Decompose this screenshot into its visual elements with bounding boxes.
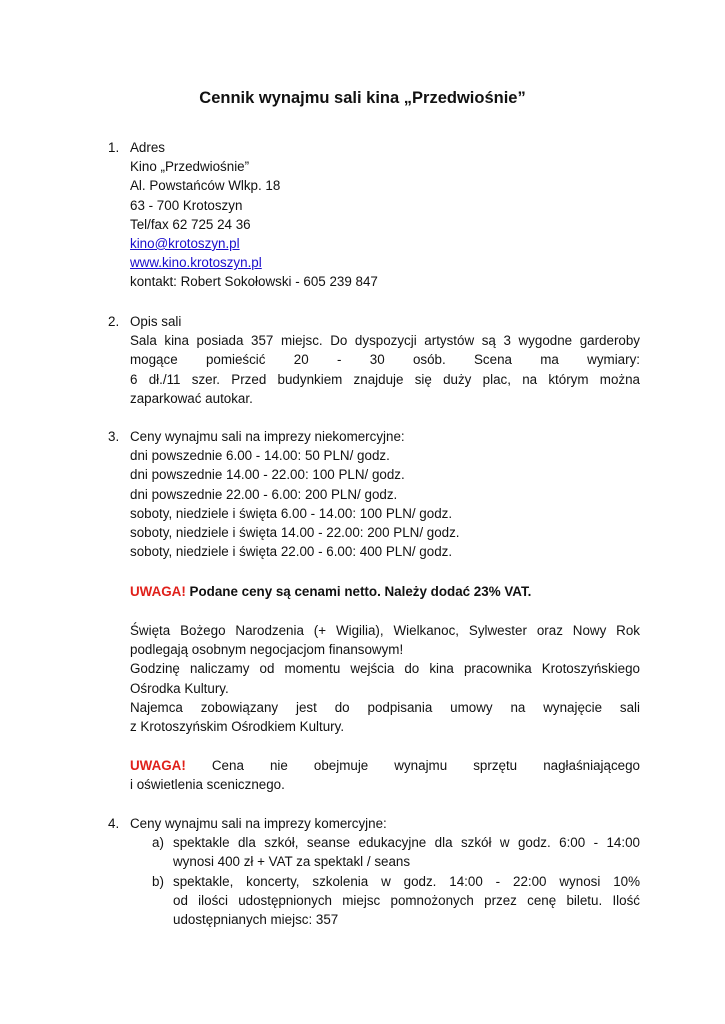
warning-text: Cena nie obejmuje wynajmu sprzętu nagłaśniającego bbox=[211, 758, 640, 773]
list-item-continuation: udostępnianych miejsc: 357 bbox=[173, 911, 339, 927]
section-number: 1. bbox=[108, 140, 120, 155]
equipment-warning-line: i oświetlenia scenicznego. bbox=[130, 777, 285, 793]
vat-warning bbox=[108, 582, 640, 601]
email-row bbox=[108, 234, 640, 253]
section-number: 4. bbox=[108, 816, 120, 831]
section-address bbox=[108, 138, 640, 292]
section-heading bbox=[108, 312, 640, 331]
address-line: Al. Powstańców Wlkp. 18 bbox=[130, 178, 281, 194]
price-item: dni powszednie 6.00 - 14.00: 50 PLN/ godz. bbox=[130, 448, 390, 464]
note-line: podlegają osobnym negocjacjom finansowym! bbox=[130, 642, 404, 658]
section-heading bbox=[108, 138, 640, 157]
contact-line: kontakt: Robert Sokołowski - 605 239 847 bbox=[130, 274, 378, 290]
description-line: zaparkować autokar. bbox=[130, 390, 253, 406]
list-item-a bbox=[108, 833, 640, 852]
section-commercial-prices bbox=[108, 814, 640, 929]
price-item: dni powszednie 22.00 - 6.00: 200 PLN/ godz. bbox=[130, 486, 398, 502]
list-item-text: spektakle, koncerty, szkolenia w godz. 14:00 - 22:00 wynosi 10% bbox=[173, 873, 640, 889]
list-item-text: spektakle dla szkół, seanse edukacyjne dla szkół w godz. 6:00 - 14:00 bbox=[173, 835, 640, 851]
phone-line: Tel/fax 62 725 24 36 bbox=[130, 216, 251, 232]
price-item: soboty, niedziele i święta 22.00 - 6.00: 400 PLN/ godz. bbox=[130, 544, 453, 560]
list-item-b bbox=[108, 872, 640, 891]
list-letter: b) bbox=[152, 873, 164, 889]
description-line: mogące pomieścić 20 - 30 osób. Scena ma wymiary: bbox=[130, 352, 640, 368]
description-line: Sala kina posiada 357 miejsc. Do dyspozycji artystów są 3 wygodne garderoby bbox=[130, 333, 640, 349]
equipment-warning bbox=[108, 756, 640, 794]
note-line: Ośrodka Kultury. bbox=[130, 680, 229, 696]
section-hall-description bbox=[108, 312, 640, 408]
list-letter: a) bbox=[152, 835, 164, 851]
description-line: 6 dł./11 szer. Przed budynkiem znajduje się duży plac, na którym można bbox=[130, 371, 640, 387]
section-number: 3. bbox=[108, 429, 120, 444]
section-noncommercial-prices bbox=[108, 427, 640, 561]
holiday-note bbox=[108, 621, 640, 736]
price-item: soboty, niedziele i święta 14.00 - 22.00: 200 PLN/ godz. bbox=[130, 524, 460, 540]
section-heading bbox=[108, 814, 640, 833]
section-heading bbox=[108, 427, 640, 446]
price-item: soboty, niedziele i święta 6.00 - 14.00: 100 PLN/ godz. bbox=[130, 505, 453, 521]
note-line: z Krotoszyńskim Ośrodkiem Kultury. bbox=[130, 718, 345, 734]
website-link[interactable]: www.kino.krotoszyn.pl bbox=[130, 255, 262, 271]
note-line: Najemca zobowiązany jest do podpisania umowy na wynajęcie sali bbox=[130, 699, 640, 715]
address-line: 63 - 700 Krotoszyn bbox=[130, 197, 243, 213]
email-link[interactable]: kino@krotoszyn.pl bbox=[130, 235, 240, 251]
section-title: Ceny wynajmu sali na imprezy komercyjne: bbox=[130, 816, 387, 831]
list-item-continuation: od ilości udostępnionych miejsc pomnożonych przez cenę biletu. Ilość bbox=[173, 892, 640, 908]
note-line: Godzinę naliczamy od momentu wejścia do kina pracownika Krotoszyńskiego bbox=[130, 661, 640, 677]
warning-label: UWAGA! bbox=[130, 758, 186, 773]
price-item: dni powszednie 14.00 - 22.00: 100 PLN/ godz. bbox=[130, 467, 405, 483]
vat-warning-line bbox=[108, 582, 640, 601]
section-title: Opis sali bbox=[130, 314, 182, 329]
section-number: 2. bbox=[108, 314, 120, 329]
list-item-continuation: wynosi 400 zł + VAT za spektakl / seans bbox=[173, 854, 411, 870]
address-line: Kino „Przedwiośnie” bbox=[130, 159, 250, 175]
document-title: Cennik wynajmu sali kina „Przedwiośnie” bbox=[199, 89, 526, 107]
equipment-warning-line bbox=[108, 756, 640, 775]
note-line: Święta Bożego Narodzenia (+ Wigilia), Wielkanoc, Sylwester oraz Nowy Rok bbox=[130, 623, 640, 638]
section-title: Ceny wynajmu sali na imprezy niekomercyjne: bbox=[130, 429, 405, 444]
warning-text: Podane ceny są cenami netto. Należy dodać 23% VAT. bbox=[189, 584, 532, 599]
warning-label: UWAGA! bbox=[130, 584, 186, 599]
website-row bbox=[108, 253, 640, 272]
section-title: Adres bbox=[130, 140, 165, 155]
